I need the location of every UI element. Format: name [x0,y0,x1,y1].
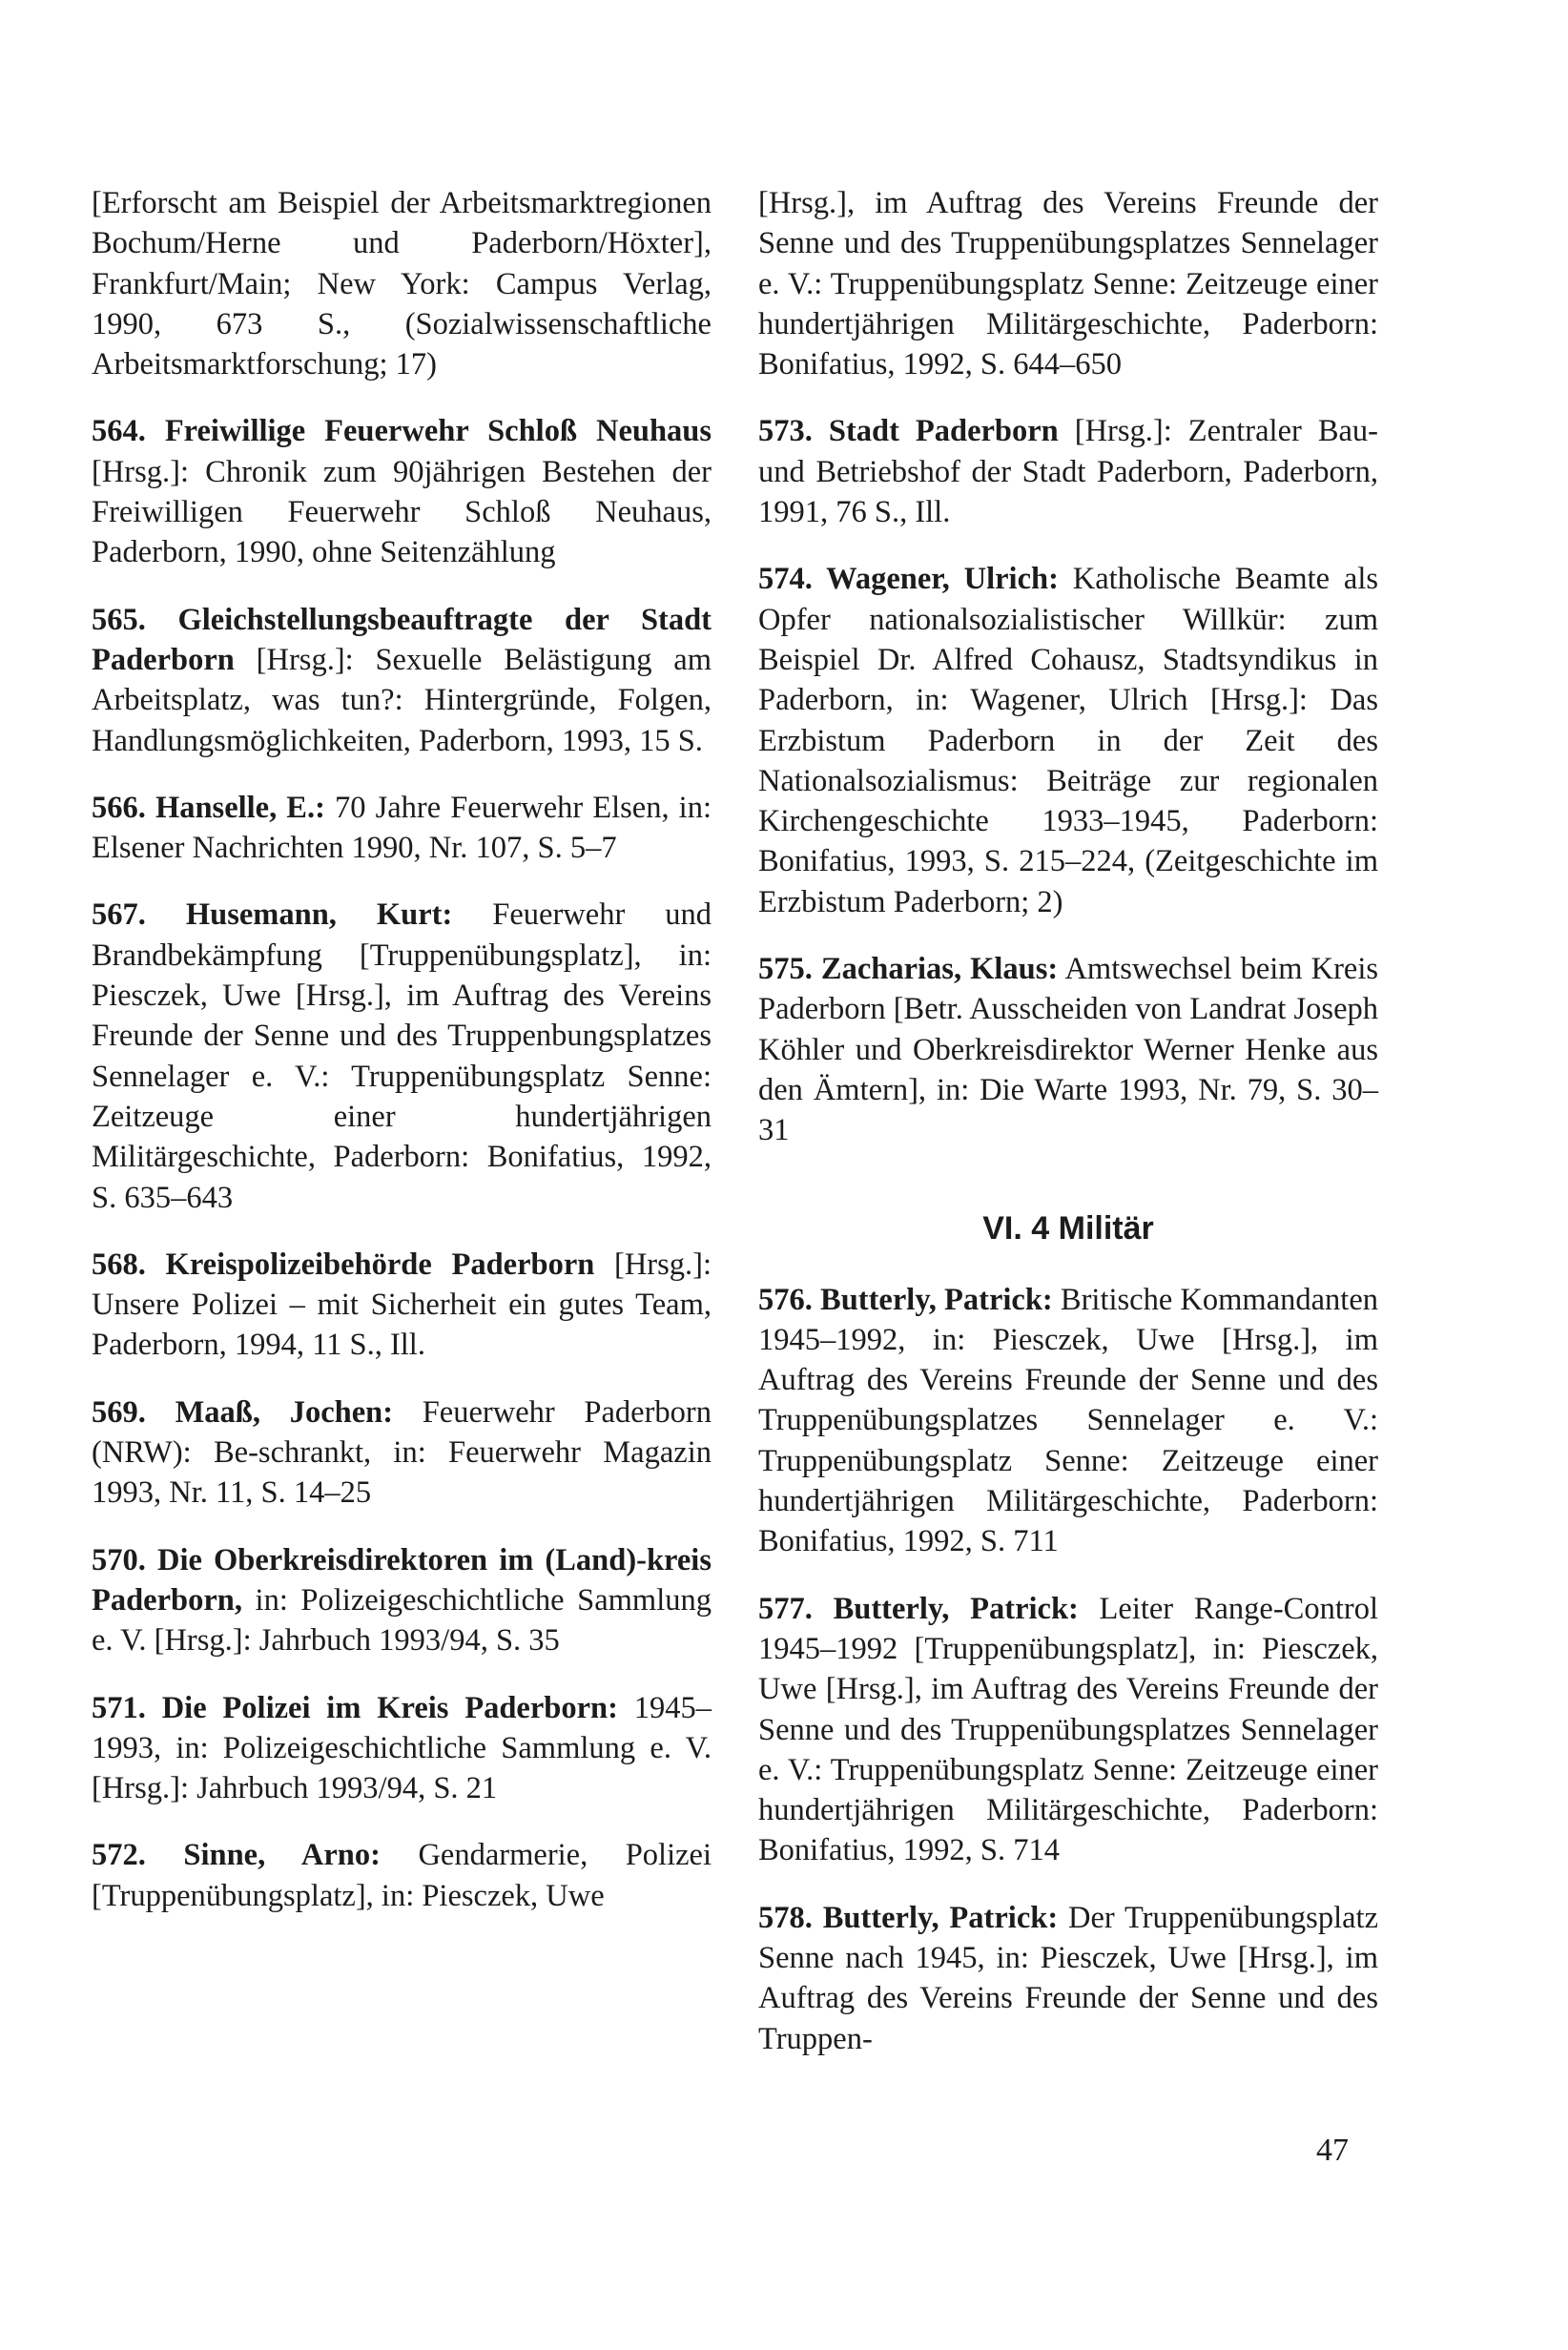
entry-head: 571. Die Polizei im Kreis Paderborn: [92,1690,618,1725]
bibliography-entry-570 [92,1540,712,1661]
bibliography-entry-577 [758,1589,1378,1871]
entry-text: Feuerwehr Paderborn (NRW): Be-schrankt, in: Feuerwehr Magazin 1993, Nr. 11, S. 14–25 [92,1394,712,1511]
entry-text: [Hrsg.]: Chronik zum 90jährigen Bestehen der Freiwilligen Feuerwehr Schloß Neuhaus, Paderborn, 1990, ohne Seitenzählung [92,454,712,570]
bibliography-entry-571 [92,1688,712,1809]
bibliography-entry-568 [92,1245,712,1366]
entry-text: Der Truppenübungsplatz Senne nach 1945, in: Piesczek, Uwe [Hrsg.], im Auftrag des Vereins Freunde der Senne und des Truppen- [758,1900,1378,2056]
entry-head: 569. Maaß, Jochen: [92,1394,394,1430]
bibliography-entry-567 [92,895,712,1217]
bibliography-entry-565 [92,600,712,761]
entry-text: [Hrsg.]: Zentraler Bau- und Betriebshof der Stadt Paderborn, Paderborn, 1991, 76 S., Ill. [758,414,1378,530]
bibliography-entry-574 [758,559,1378,922]
left-column [92,183,712,1943]
entry-head: 577. Butterly, Patrick: [758,1591,1079,1626]
entry-text: Leiter Range-Control 1945–1992 [Truppenübungsplatz], in: Piesczek, Uwe [Hrsg.], im Auftrag des Vereins Freunde der Senne und des Truppenübungsplatzes Sennelager e. V.: Truppenübungsplatz Senne: Zeitzeuge einer hundertjährigen Militärgeschichte, Paderborn: Bonifatius, 1992, S. 714 [758,1591,1378,1868]
entry-head: 578. Butterly, Patrick: [758,1900,1059,1935]
entry-head: 574. Wagener, Ulrich: [758,562,1059,597]
bibliography-entry-578 [758,1898,1378,2059]
entry-head: 567. Husemann, Kurt: [92,897,453,933]
entry-text: [Hrsg.]: Unsere Polizei – mit Sicherheit ein gutes Team, Paderborn, 1994, 11 S., Ill. [92,1247,712,1363]
entry-text: [Hrsg.]: Sexuelle Belästigung am Arbeitsplatz, was tun?: Hintergründe, Folgen, Handlungsmöglichkeiten, Paderborn, 1993, 15 S. [92,642,712,758]
entry-text: Gendarmerie, Polizei [Truppenübungsplatz], in: Piesczek, Uwe [92,1838,712,1913]
bibliography-entry-572 [92,1835,712,1916]
entry-head: 565. Gleichstellungsbeauftragte der Stadt Paderborn [92,602,712,677]
entry-text: 1945–1993, in: Polizeigeschichtliche Sammlung e. V. [Hrsg.]: Jahrbuch 1993/94, S. 21 [92,1690,712,1806]
entry-head: 570. Die Oberkreisdirektoren im (Land)-kreis Paderborn, [92,1542,712,1618]
entry-text: Britische Kommandanten 1945–1992, in: Piesczek, Uwe [Hrsg.], im Auftrag des Vereins Freunde der Senne und des Truppenübungsplatzes Sennelager e. V.: Truppenübungsplatz Senne: Zeitzeuge einer hundertjährigen Militärgeschichte, Paderborn: Bonifatius, 1992, S. 711 [758,1282,1379,1559]
page-number: 47 [1316,2133,1349,2168]
bibliography-entry-573 [758,411,1378,532]
entry-text: Amtswechsel beim Kreis Paderborn [Betr. Ausscheiden von Landrat Joseph Köhler und Oberkreisdirektor Werner Henke aus den Ämtern], in: Die Warte 1993, Nr. 79, S. 30–31 [758,952,1378,1148]
entry-head: 564. Freiwillige Feuerwehr Schloß Neuhaus [92,414,712,449]
bibliography-entry-576 [758,1280,1378,1562]
entry-head: 573. Stadt Paderborn [758,414,1059,449]
bibliography-entry-564 [92,411,712,572]
entry-text: in: Polizeigeschichtliche Sammlung e. V. [Hrsg.]: Jahrbuch 1993/94, S. 35 [92,1582,712,1659]
bibliography-entry-575 [758,949,1378,1150]
entry-head: 566. Hanselle, E.: [92,790,325,825]
bibliography-entry-566 [92,788,712,869]
section-heading: VI. 4 Militär [982,1209,1154,1247]
entry-head: 576. Butterly, Patrick: [758,1282,1053,1317]
entry-text: Katholische Beamte als Opfer nationalsozialistischer Willkür: zum Beispiel Dr. Alfred Cohausz, Stadtsyndikus in Paderborn, in: Wagener, Ulrich [Hrsg.]: Das Erzbistum Paderborn in der Zeit des Nationalsozialismus: Beiträge zur regionalen Kirchengeschichte 1933–1945, Paderborn: Bonifatius, 1993, S. 215–224, (Zeitgeschichte im Erzbistum Paderborn; 2) [758,562,1378,919]
continuation-text: [Hrsg.], im Auftrag des Vereins Freunde der Senne und des Truppenübungsplatzes Sennelager e. V.: Truppenübungsplatz Senne: Zeitzeuge einer hundertjährigen Militärgeschichte, Paderborn: Bonifatius, 1992, S. 644–650 [758,186,1378,382]
entry-text: Feuerwehr und Brandbekämpfung [Truppenübungsplatz], in: Piesczek, Uwe [Hrsg.], im Auftrag des Vereins Freunde der Senne und des Truppenbungsplatzes Sennelager e. V.: Truppenübungsplatz Senne: Zeitzeuge einer hundertjährigen Militärgeschichte, Paderborn: Bonifatius, 1992, S. 635–643 [92,897,712,1215]
continuation-text: [Erforscht am Beispiel der Arbeitsmarktregionen Bochum/Herne und Paderborn/Höxter], Frankfurt/Main; New York: Campus Verlag, 1990, 673 S., (Sozialwissenschaftliche Arbeitsmarktforschung; 17) [92,186,712,382]
right-column [758,183,1378,2086]
bibliography-entry-569 [92,1392,712,1514]
entry-text: 70 Jahre Feuerwehr Elsen, in: Elsener Nachrichten 1990, Nr. 107, S. 5–7 [92,790,712,866]
entry-head: 568. Kreispolizeibehörde Paderborn [92,1247,595,1282]
entry-head: 575. Zacharias, Klaus: [758,952,1059,987]
entry-head: 572. Sinne, Arno: [92,1838,381,1873]
